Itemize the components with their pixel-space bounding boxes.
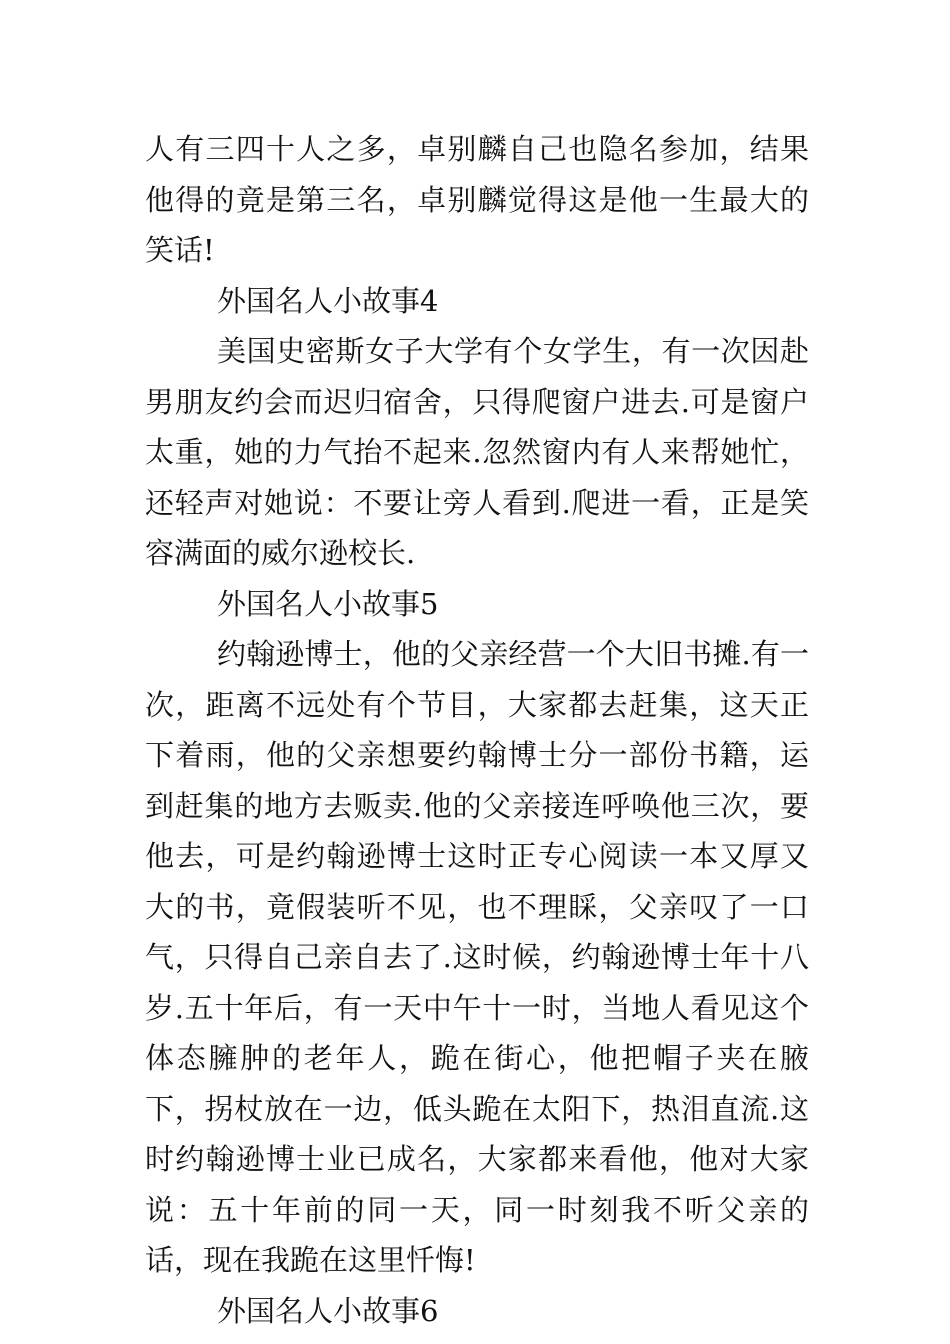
story-5-heading: 外国名人小故事5: [217, 586, 439, 621]
story-6-heading: 外国名人小故事6: [217, 1293, 439, 1328]
document-body: [145, 124, 809, 1336]
story-4-heading: 外国名人小故事4: [217, 283, 439, 318]
story-3-ending-paragraph: 人有三四十人之多，卓别麟自己也隐名参加，结果他得的竟是第三名，卓别麟觉得这是他一生最大的笑话!: [145, 132, 809, 267]
story-5-paragraph: 约翰逊博士，他的父亲经营一个大旧书摊.有一次，距离不远处有个节目，大家都去赶集，这天正下着雨，他的父亲想要约翰博士分一部份书籍，运到赶集的地方去贩卖.他的父亲接连呼唤他三次，要他去，可是约翰逊博士这时正专心阅读一本又厚又大的书，竟假装听不见，也不理睬，父亲叹了一口气，只得自己亲自去了.这时候，约翰逊博士年十八岁.五十年后，有一天中午十一时，当地人看见这个体态臃肿的老年人，跪在街心，他把帽子夹在腋下，拐杖放在一边，低头跪在太阳下，热泪直流.这时约翰逊博士业已成名，大家都来看他，他对大家说：五十年前的同一天，同一时刻我不听父亲的话，现在我跪在这里忏悔!: [145, 637, 809, 1277]
story-4-paragraph: 美国史密斯女子大学有个女学生，有一次因赴男朋友约会而迟归宿舍，只得爬窗户进去.可是窗户太重，她的力气抬不起来.忽然窗内有人来帮她忙，还轻声对她说：不要让旁人看到.爬进一看，正是笑容满面的威尔逊校长.: [145, 334, 809, 570]
